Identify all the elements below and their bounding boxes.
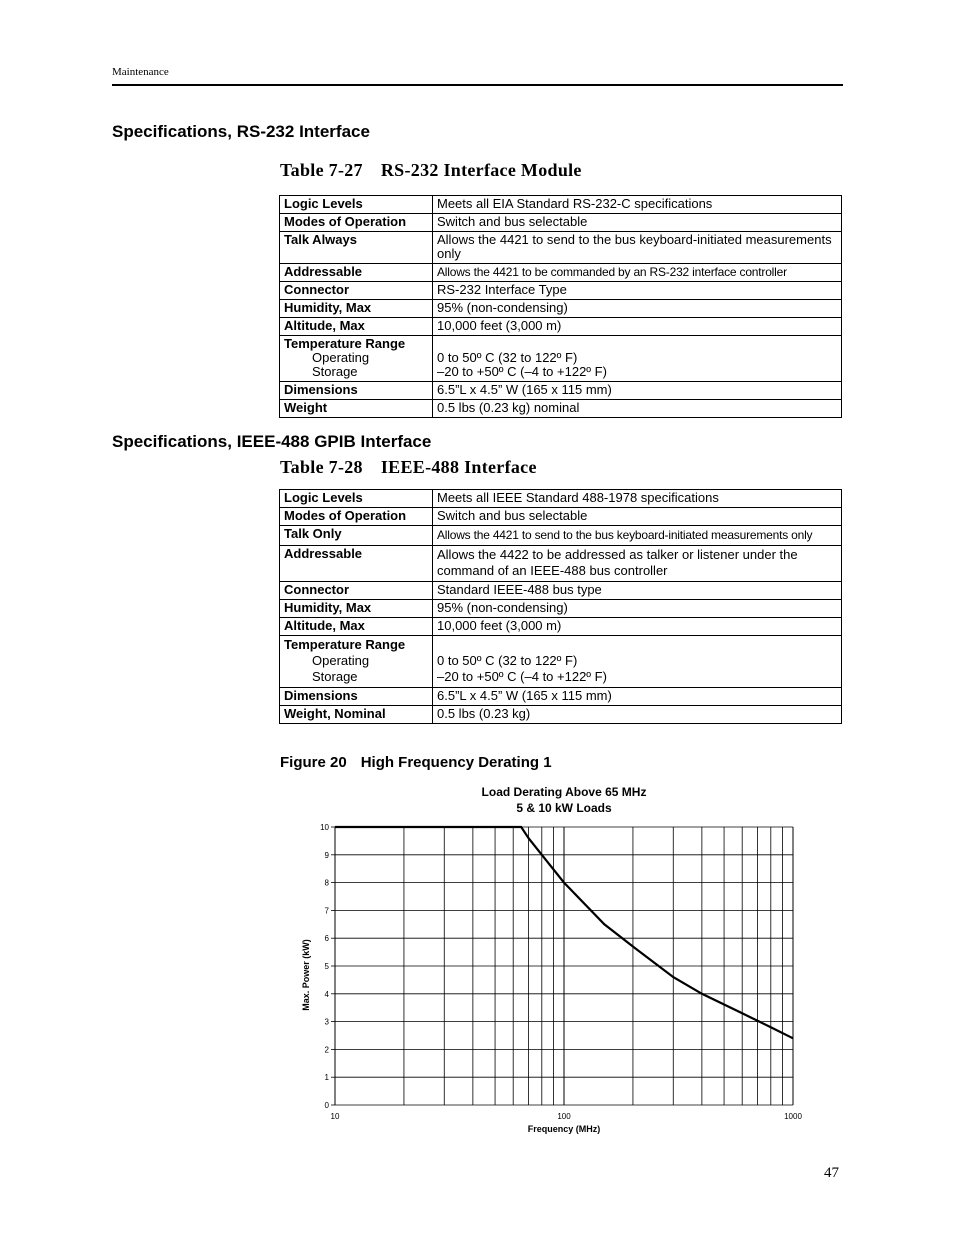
- spec-value: 95% (non-condensing): [433, 600, 842, 618]
- spec-value: 0.5 lbs (0.23 kg): [433, 706, 842, 724]
- table-title: RS-232 Interface Module: [380, 160, 582, 180]
- table-row: [280, 214, 842, 232]
- spec-value-operating: 0 to 50º C (32 to 122º F): [437, 653, 578, 668]
- table-row: [280, 232, 842, 264]
- table-row: [280, 636, 842, 688]
- spec-subkey-operating: Operating: [312, 653, 370, 668]
- spec-key: Connector: [280, 282, 433, 300]
- spec-value: 10,000 feet (3,000 m): [433, 318, 842, 336]
- table-caption-7-28: [280, 457, 537, 478]
- spec-key: Weight: [280, 400, 433, 418]
- spec-value: Meets all IEEE Standard 488-1978 specifications: [433, 490, 842, 508]
- table-number: Table 7-28: [280, 457, 363, 477]
- spec-value-operating: 0 to 50º C (32 to 122º F): [437, 350, 578, 365]
- spec-value: 10,000 feet (3,000 m): [433, 618, 842, 636]
- spec-key: Logic Levels: [280, 196, 433, 214]
- spec-value: 0.5 lbs (0.23 kg) nominal: [433, 400, 842, 418]
- chart-subtitle: 5 & 10 kW Loads: [516, 801, 612, 815]
- ieee488-spec-table: [279, 489, 842, 724]
- spec-key: Dimensions: [280, 688, 433, 706]
- table-row: [280, 526, 842, 546]
- y-tick-label: 6: [324, 934, 329, 944]
- spec-key: Addressable: [280, 546, 433, 582]
- x-tick-label: 1000: [784, 1112, 802, 1121]
- chart-grid: [335, 827, 793, 1105]
- y-tick-label: 3: [324, 1017, 329, 1027]
- table-row: [280, 282, 842, 300]
- spec-value-storage: –20 to +50º C (–4 to +122º F): [437, 364, 607, 379]
- spec-subkey-storage: Storage: [312, 364, 358, 379]
- spec-value: [433, 636, 842, 688]
- x-axis-label: Frequency (MHz): [527, 1124, 601, 1134]
- spec-value: 95% (non-condensing): [433, 300, 842, 318]
- table-row: [280, 618, 842, 636]
- figure-caption: [280, 754, 552, 771]
- spec-value: Standard IEEE-488 bus type: [433, 582, 842, 600]
- spec-key: Humidity, Max: [280, 300, 433, 318]
- y-tick-label: 0: [324, 1101, 329, 1110]
- spec-key: Modes of Operation: [280, 214, 433, 232]
- spec-key: Modes of Operation: [280, 508, 433, 526]
- y-tick-label: 1: [324, 1073, 329, 1083]
- spec-value: Switch and bus selectable: [433, 214, 842, 232]
- y-axis-label: Max. Power (kW): [301, 939, 311, 1011]
- table-row: [280, 688, 842, 706]
- y-tick-label: 7: [324, 906, 329, 916]
- table-number: Table 7-27: [280, 160, 363, 180]
- spec-value: 6.5”L x 4.5” W (165 x 115 mm): [433, 688, 842, 706]
- spec-value: Switch and bus selectable: [433, 508, 842, 526]
- spec-subkey-operating: Operating: [312, 350, 370, 365]
- spec-value: Allows the 4422 to be addressed as talker or listener under the command of an IEEE-488 bus controller: [433, 546, 842, 582]
- x-tick-label: 10: [330, 1112, 340, 1121]
- table-row: [280, 196, 842, 214]
- y-tick-label: 8: [324, 878, 329, 888]
- table-row: [280, 400, 842, 418]
- spec-key: Weight, Nominal: [280, 706, 433, 724]
- figure-title: High Frequency Derating 1: [360, 754, 552, 771]
- spec-value: Allows the 4421 to send to the bus keyboard-initiated measurements only: [433, 526, 842, 546]
- spec-value: 6.5”L x 4.5” W (165 x 115 mm): [433, 382, 842, 400]
- y-tick-label: 4: [324, 989, 329, 999]
- spec-value-storage: –20 to +50º C (–4 to +122º F): [437, 669, 607, 684]
- spec-key-label: Temperature Range: [284, 336, 406, 351]
- spec-key: Altitude, Max: [280, 318, 433, 336]
- table-row: [280, 336, 842, 382]
- section-heading-ieee488: Specifications, IEEE-488 GPIB Interface: [112, 432, 432, 451]
- spec-value: Allows the 4421 to be commanded by an RS-232 interface controller: [433, 264, 842, 282]
- spec-key: Altitude, Max: [280, 618, 433, 636]
- spec-value: Meets all EIA Standard RS-232-C specifications: [433, 196, 842, 214]
- table-row: [280, 546, 842, 582]
- y-tick-label: 9: [324, 850, 329, 860]
- chart-ticks: [320, 823, 802, 1121]
- spec-value: [433, 336, 842, 382]
- chart-title: Load Derating Above 65 MHz: [481, 785, 647, 799]
- derating-chart: [280, 780, 840, 1140]
- y-tick-label: 10: [320, 823, 329, 832]
- header-rule: [112, 84, 843, 86]
- running-head: Maintenance: [112, 66, 169, 78]
- y-tick-label: 5: [324, 962, 329, 971]
- table-row: [280, 264, 842, 282]
- spec-key: [280, 336, 433, 382]
- spec-key: Addressable: [280, 264, 433, 282]
- figure-number: Figure 20: [280, 754, 347, 771]
- table-row: [280, 600, 842, 618]
- spec-key: Talk Only: [280, 526, 433, 546]
- spec-subkey-storage: Storage: [312, 669, 358, 684]
- spec-key: Talk Always: [280, 232, 433, 264]
- spec-key: Dimensions: [280, 382, 433, 400]
- spec-value: RS-232 Interface Type: [433, 282, 842, 300]
- spec-key-label: Temperature Range: [284, 637, 406, 652]
- table-row: [280, 490, 842, 508]
- section-heading-rs232: Specifications, RS-232 Interface: [112, 122, 370, 141]
- table-row: [280, 382, 842, 400]
- spec-key: Humidity, Max: [280, 600, 433, 618]
- table-title: IEEE-488 Interface: [380, 457, 537, 477]
- table-caption-7-27: [280, 160, 582, 181]
- spec-key: [280, 636, 433, 688]
- spec-key: Connector: [280, 582, 433, 600]
- table-row: [280, 582, 842, 600]
- page-number: 47: [824, 1165, 839, 1181]
- table-row: [280, 508, 842, 526]
- rs232-spec-table: [279, 195, 842, 418]
- table-row: [280, 706, 842, 724]
- table-row: [280, 300, 842, 318]
- y-tick-label: 2: [324, 1045, 329, 1055]
- table-row: [280, 318, 842, 336]
- spec-value: Allows the 4421 to send to the bus keyboard-initiated measurements only: [433, 232, 842, 264]
- spec-key: Logic Levels: [280, 490, 433, 508]
- x-tick-label: 100: [557, 1112, 571, 1121]
